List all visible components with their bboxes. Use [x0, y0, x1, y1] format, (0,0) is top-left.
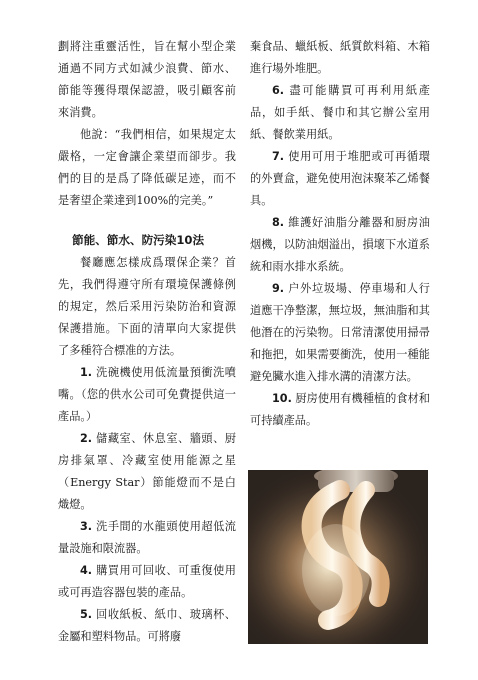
list-item-number: 5.	[80, 608, 93, 621]
list-item-number: 7.	[272, 150, 285, 163]
intro-paragraph: 劃將注重靈活性，旨在幫小型企業通過不同方式如減少浪費、節水、節能等獲得環保認證，吸引顧客前來消費。	[58, 40, 236, 119]
list-item-number: 2.	[80, 432, 93, 445]
list-item-text: 儲藏室、休息室、牆頭、厨房排氣罩、冷藏室使用能源之星（Energy Star）節能燈而不是白熾燈。	[58, 432, 236, 511]
list-item-number: 4.	[80, 564, 93, 577]
list-item-2	[58, 428, 236, 516]
list-item-number: 1.	[80, 366, 93, 379]
list-item-number: 6.	[272, 84, 285, 97]
list-item-text: 回收紙板、紙巾、玻璃杯、金屬和塑料物品。可將廢	[58, 608, 236, 643]
list-item-text: 盡可能購買可再利用紙產品，如手紙、餐巾和其它辦公室用紙、餐飲業用紙。	[250, 84, 430, 141]
list-item-6	[250, 80, 430, 146]
left-column	[58, 36, 236, 648]
list-item-9	[250, 278, 430, 388]
list-item-7	[250, 146, 430, 212]
list-item-text: 洗手間的水龍頭使用超低流量設施和限流器。	[58, 520, 236, 555]
cfl-bulb-illustration	[248, 470, 428, 644]
list-item-8	[250, 212, 430, 278]
list-item-text: 户外垃圾場、停車場和人行道應干净整潔，無垃圾，無油脂和其他潛在的污染物。日常清潔使用掃帚和拖把，如果需要衝洗，使用一種能避免臟水進入排水溝的清潔方法。	[250, 282, 430, 383]
list-item-number: 3.	[80, 520, 93, 533]
list-item-5	[58, 604, 236, 648]
section-intro-paragraph: 餐廳應怎樣成爲環保企業？首先，我們得遵守所有環境保護條例的規定，然后采用污染防治和資源保護措施。下面的清單向大家提供了多種符合標准的方法。	[58, 256, 236, 357]
list-item-text: 使用可用于堆肥或可再循環的外賣盒，避免使用泡沫聚苯乙烯餐具。	[250, 150, 430, 207]
list-item-number: 9.	[272, 282, 285, 295]
list-item-text: 維護好油脂分離器和厨房油烟機，以防油烟溢出，損壞下水道系統和雨水排水系統。	[250, 216, 430, 273]
continuation-paragraph: 棄食品、蠟紙板、紙質飲料箱、木箱進行場外堆肥。	[250, 40, 430, 75]
list-item-1	[58, 362, 236, 428]
section-title: 節能、節水、防污染10法	[72, 233, 205, 247]
list-item-number: 10.	[272, 392, 292, 405]
list-item-text: 購買用可回收、可重復使用或可再造容器包裝的產品。	[58, 564, 236, 599]
quote-paragraph: 他說：“我們相信，如果規定太嚴格，一定會讓企業望而卻步。我們的目的是爲了降低碳足迹，而不是奢望企業達到100%的完美。”	[58, 128, 236, 207]
right-column	[250, 36, 430, 432]
list-item-3	[58, 516, 236, 560]
list-item-number: 8.	[272, 216, 285, 229]
list-item-text: 洗碗機使用低流量預衝洗噴嘴。（您的供水公司可免費提供這一產品。）	[58, 366, 236, 423]
list-item-10	[250, 388, 430, 432]
list-item-text: 厨房使用有機種植的食材和可持續產品。	[250, 392, 430, 427]
list-item-4	[58, 560, 236, 604]
cfl-bulb-photo	[248, 470, 428, 644]
